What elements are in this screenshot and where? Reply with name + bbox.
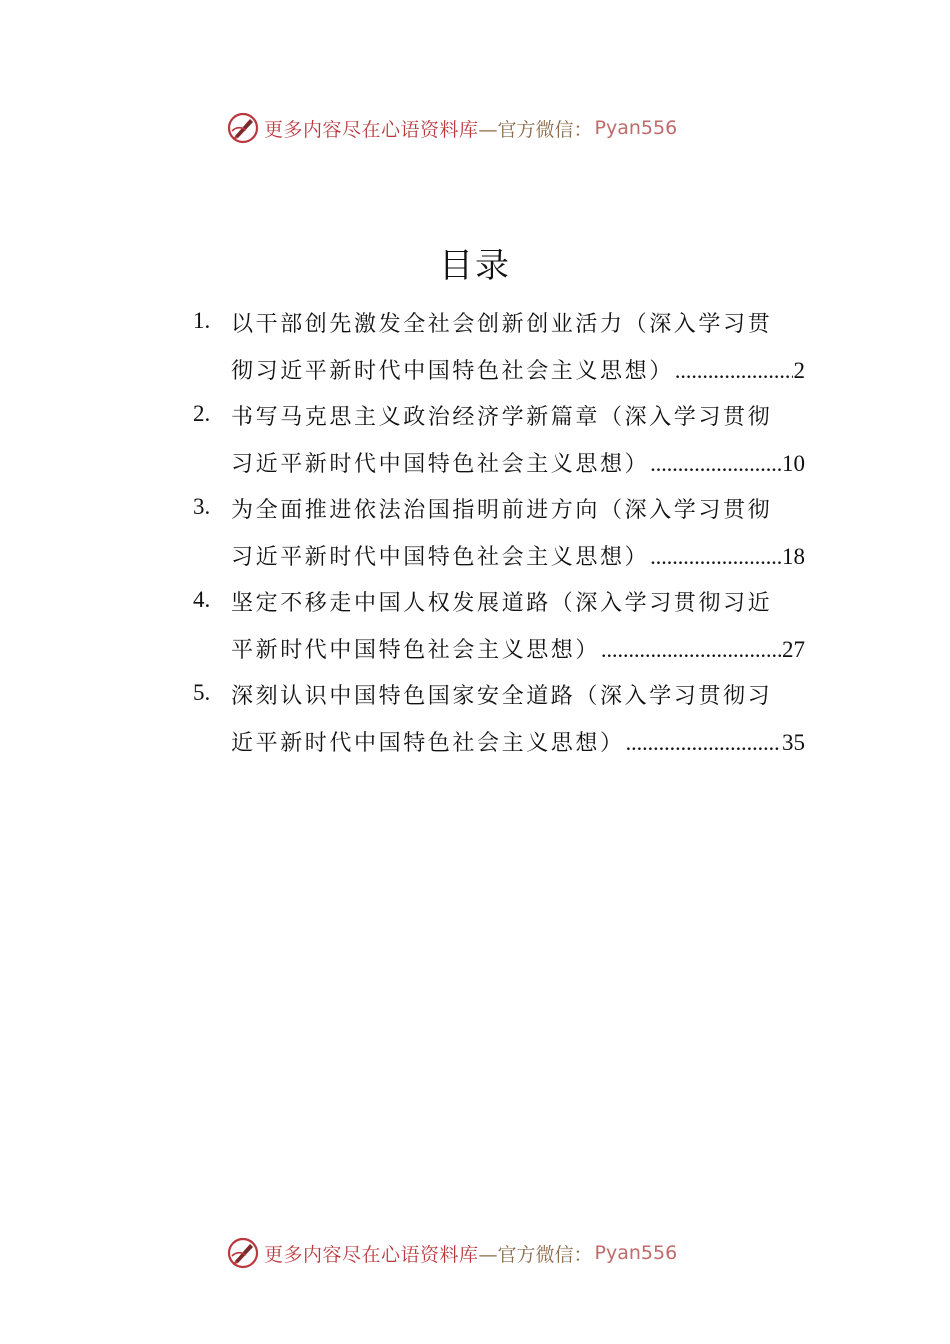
toc-item-title-line2 <box>231 720 805 766</box>
toc-item-title-line2 <box>231 627 805 673</box>
toc-item-title-line1: 坚定不移走中国人权发展道路（深入学习贯彻习近 <box>231 591 773 616</box>
toc-item-title-line2-text: 彻习近平新时代中国特色社会主义思想） <box>231 359 674 384</box>
toc-item-title-line2 <box>231 441 805 487</box>
footer-watermark <box>226 1235 677 1271</box>
toc-item-title-line2-text: 近平新时代中国特色社会主义思想） <box>231 731 625 756</box>
pen-logo-icon <box>226 1236 260 1270</box>
watermark-text: 更多内容尽在心语资料库 <box>264 118 479 141</box>
toc-item[interactable] <box>193 395 805 488</box>
toc-item[interactable] <box>193 581 805 674</box>
toc-item-title-line2-text: 平新时代中国特色社会主义思想） <box>231 638 601 663</box>
toc-item[interactable] <box>193 674 805 767</box>
toc-dot-leader <box>626 720 781 766</box>
toc-item-title-line2-text: 习近平新时代中国特色社会主义思想） <box>231 452 650 477</box>
toc-dot-leader <box>650 534 781 580</box>
toc-item-number: 4. <box>193 587 211 612</box>
toc-item-title-line2 <box>231 534 805 580</box>
pen-logo-icon <box>226 111 260 145</box>
toc-title: 目录 <box>439 246 511 286</box>
toc-item-title-line1: 书写马克思主义政治经济学新篇章（深入学习贯彻 <box>231 405 773 430</box>
toc-item[interactable] <box>193 488 805 581</box>
watermark-wechat-id: Pyan556 <box>594 117 678 139</box>
watermark-subtext: —官方微信： <box>478 1243 593 1266</box>
toc-dot-leader <box>675 348 793 394</box>
toc-item-title-line1: 为全面推进依法治国指明前进方向（深入学习贯彻 <box>231 498 773 523</box>
toc-item-number: 5. <box>193 680 211 705</box>
toc-dot-leader <box>601 627 781 673</box>
toc-list <box>193 302 805 767</box>
watermark-subtext: —官方微信： <box>478 118 593 141</box>
toc-page-number: 35 <box>782 730 805 755</box>
toc-page-number: 10 <box>782 451 805 476</box>
watermark-text: 更多内容尽在心语资料库 <box>264 1243 479 1266</box>
toc-item[interactable] <box>193 302 805 395</box>
toc-item-title-line1: 以干部创先激发全社会创新创业活力（深入学习贯 <box>231 312 773 337</box>
toc-item-number: 3. <box>193 494 211 519</box>
watermark-wechat-id: Pyan556 <box>594 1242 678 1264</box>
toc-page-number: 27 <box>782 637 805 662</box>
header-watermark <box>226 110 677 146</box>
toc-item-title-line1: 深刻认识中国特色国家安全道路（深入学习贯彻习 <box>231 684 773 709</box>
toc-dot-leader <box>650 441 781 487</box>
toc-item-number: 2. <box>193 401 211 426</box>
toc-item-title-line2-text: 习近平新时代中国特色社会主义思想） <box>231 545 650 570</box>
toc-item-number: 1. <box>193 308 211 333</box>
toc-page-number: 18 <box>782 544 805 569</box>
toc-item-title-line2 <box>231 348 805 394</box>
toc-page-number: 2 <box>793 358 805 383</box>
